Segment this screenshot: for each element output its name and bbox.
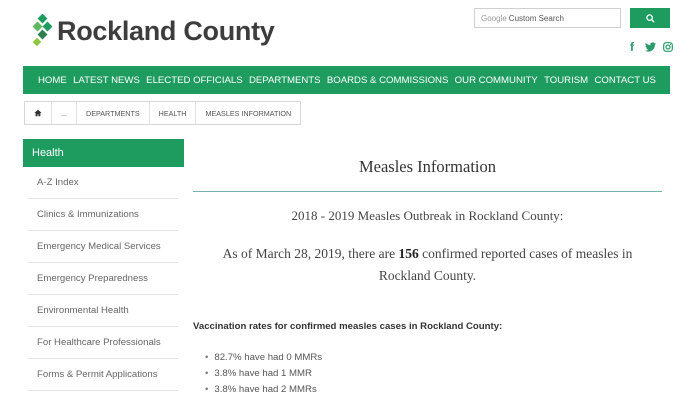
list-item: • 3.8% have had 1 MMR <box>205 365 322 381</box>
nav-departments[interactable]: DEPARTMENTS <box>248 74 321 86</box>
nav-our-community[interactable]: OUR COMMUNITY <box>454 74 538 86</box>
breadcrumb <box>24 101 301 125</box>
breadcrumb-current: MEASLES INFORMATION <box>205 108 292 118</box>
search-button[interactable] <box>630 8 670 28</box>
sidebar-heading[interactable]: Health <box>23 139 184 167</box>
site-name: Rockland County <box>57 15 275 46</box>
nav-elected-officials[interactable]: ELECTED OFFICIALS <box>146 74 243 86</box>
site-logo[interactable] <box>32 14 275 48</box>
list-item: • 3.8% have had 2 MMRs <box>205 381 322 397</box>
sidebar-list <box>23 167 184 391</box>
search-placeholder: Custom Search <box>508 13 564 23</box>
case-count: 156 <box>398 246 419 261</box>
google-label: Google <box>481 13 507 23</box>
nav-tourism[interactable]: TOURISM <box>544 74 589 86</box>
sidebar-item-a-z-index[interactable]: A-Z Index <box>28 167 178 199</box>
nav-latest-news[interactable]: LATEST NEWS <box>73 74 140 86</box>
breadcrumb-home[interactable] <box>25 102 52 124</box>
vaccination-list <box>205 349 322 397</box>
social-links <box>626 40 674 54</box>
search-input[interactable] <box>474 8 621 28</box>
instagram-icon[interactable] <box>662 40 674 54</box>
facebook-icon[interactable]: f <box>630 40 634 54</box>
home-icon <box>34 109 42 117</box>
twitter-icon[interactable] <box>644 40 656 54</box>
outbreak-subtitle: 2018 - 2019 Measles Outbreak in Rockland County: <box>291 208 564 223</box>
breadcrumb-health[interactable]: HEALTH <box>150 102 197 124</box>
diamond-logo-icon <box>32 14 54 48</box>
nav-home[interactable]: HOME <box>38 74 67 86</box>
vaccination-heading: Vaccination rates for confirmed measles cases in Rockland County: <box>193 321 503 332</box>
nav-contact-us[interactable]: CONTACT US <box>594 74 656 86</box>
search-icon <box>646 14 655 23</box>
sidebar-item-healthcare-professionals[interactable]: For Healthcare Professionals <box>28 327 178 359</box>
sidebar-item-ems[interactable]: Emergency Medical Services <box>28 231 178 263</box>
breadcrumb-departments[interactable]: DEPARTMENTS <box>77 102 150 124</box>
case-count-text <box>222 243 633 287</box>
title-divider <box>193 191 662 192</box>
page-title: Measles Information <box>358 157 496 176</box>
nav-boards-commissions[interactable]: BOARDS & COMMISSIONS <box>326 74 449 86</box>
breadcrumb-ellipsis[interactable]: ... <box>52 102 77 124</box>
sidebar-item-emergency-preparedness[interactable]: Emergency Preparedness <box>28 263 178 295</box>
sidebar-item-forms[interactable]: Forms & Permit Applications <box>28 359 178 391</box>
sidebar <box>23 139 184 391</box>
asof-prefix: As of March 28, 2019, there are <box>222 246 396 261</box>
list-item: • 82.7% have had 0 MMRs <box>205 349 322 365</box>
sidebar-item-environmental-health[interactable]: Environmental Health <box>28 295 178 327</box>
sidebar-item-clinics[interactable]: Clinics & Immunizations <box>28 199 178 231</box>
asof-suffix: confirmed reported cases of measles in Rockland County. <box>378 246 633 283</box>
main-nav <box>23 66 670 94</box>
